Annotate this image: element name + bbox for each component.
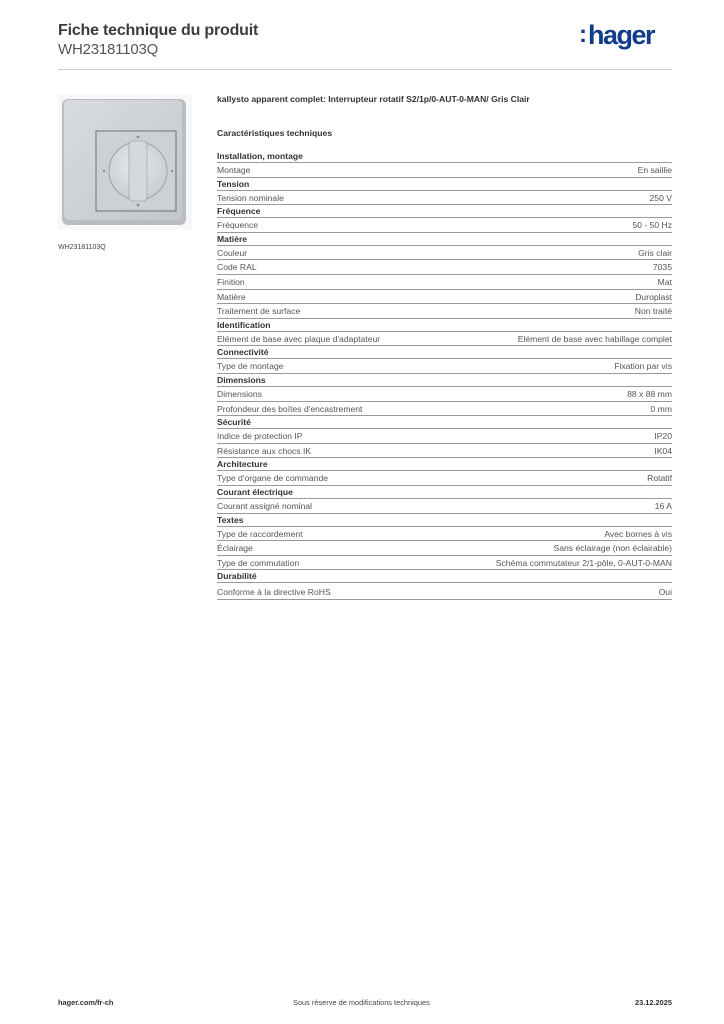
section-title: Sécurité: [217, 416, 672, 429]
spec-section: [217, 233, 672, 319]
spec-label: Profondeur des boîtes d'encastrement: [217, 403, 363, 414]
spec-row: [217, 585, 672, 600]
spec-value: Avec bornes à vis: [604, 528, 672, 539]
section-title: Architecture: [217, 458, 672, 471]
document-header: [58, 22, 672, 70]
footer-notice: Sous réserve de modifications techniques: [293, 998, 430, 1007]
spec-section: [217, 205, 672, 233]
spec-label: Indice de protection IP: [217, 431, 303, 442]
spec-row: [217, 402, 672, 417]
spec-row: [217, 471, 672, 486]
section-title: Installation, montage: [217, 150, 672, 163]
spec-label: Couleur: [217, 247, 248, 258]
spec-value: Schéma commutateur 2/1-pôle, 0-AUT-0-MAN: [495, 557, 672, 568]
document-title: Fiche technique du produit: [58, 22, 259, 39]
spec-label: Code RAL: [217, 262, 257, 273]
section-title: Dimensions: [217, 374, 672, 387]
spec-section: [217, 570, 672, 600]
spec-value: 88 x 88 mm: [627, 388, 672, 399]
spec-section: [217, 486, 672, 514]
spec-value: IP20: [654, 431, 672, 442]
spec-row: [217, 191, 672, 206]
spec-row: [217, 387, 672, 402]
spec-label: Fréquence: [217, 220, 259, 231]
spec-section: [217, 319, 672, 347]
spec-value: Duroplast: [635, 291, 672, 302]
spec-section: [217, 178, 672, 206]
spec-value: 50 - 50 Hz: [632, 220, 672, 231]
spec-row: [217, 499, 672, 514]
section-title: Textes: [217, 514, 672, 527]
spec-value: Fixation par vis: [614, 361, 672, 372]
spec-row: [217, 444, 672, 459]
spec-section: [217, 416, 672, 458]
spec-value: 0 mm: [650, 403, 672, 414]
product-title: kallysto apparent complet: Interrupteur rotatif S2/1p/0-AUT-0-MAN/ Gris Clair: [217, 94, 530, 104]
spec-section: [217, 374, 672, 416]
spec-label: Conforme à la directive RoHS: [217, 587, 331, 598]
spec-value: Non traité: [634, 306, 672, 317]
spec-section: [217, 458, 672, 486]
spec-label: Résistance aux chocs IK: [217, 445, 312, 456]
spec-label: Type d'organe de commande: [217, 473, 329, 484]
spec-row: [217, 290, 672, 305]
spec-row: [217, 304, 672, 319]
spec-row: [217, 527, 672, 542]
spec-sections: [217, 150, 672, 600]
spec-value: Rotatif: [647, 473, 672, 484]
spec-row: [217, 541, 672, 556]
logo-text: hager: [587, 20, 654, 50]
spec-value: Mat: [657, 276, 672, 287]
spec-value: Oui: [658, 587, 672, 598]
spec-label: Type de commutation: [217, 557, 300, 568]
spec-label: Courant assigné nominal: [217, 500, 313, 511]
product-reference: WH23181103Q: [58, 41, 159, 58]
spec-label: Tension nominale: [217, 192, 284, 203]
spec-label: Matière: [217, 291, 246, 302]
spec-label: Type de raccordement: [217, 528, 303, 539]
spec-row: [217, 246, 672, 261]
rotary-switch-illustration: [58, 94, 192, 230]
spec-row: [217, 332, 672, 347]
spec-row: [217, 359, 672, 374]
spec-row: [217, 275, 672, 290]
spec-section: [217, 514, 672, 571]
section-title: Durabilité: [217, 570, 672, 583]
section-title: Matière: [217, 233, 672, 246]
spec-label: Montage: [217, 165, 251, 175]
hager-logo: :hager: [578, 20, 654, 50]
spec-row: [217, 218, 672, 233]
section-title: Fréquence: [217, 205, 672, 218]
spec-row: [217, 260, 672, 275]
spec-section: [217, 346, 672, 374]
spec-label: Traitement de surface: [217, 306, 301, 317]
spec-value: Sans éclairage (non éclairable): [553, 543, 672, 554]
spec-label: Elément de base avec plaque d'adaptateur: [217, 333, 381, 344]
spec-value: En saillie: [637, 165, 672, 175]
spec-label: Type de montage: [217, 361, 284, 372]
spec-value: 250 V: [649, 192, 672, 203]
spec-value: 16 A: [654, 500, 672, 511]
characteristics-heading: Caractéristiques techniques: [217, 128, 333, 138]
section-title: Identification: [217, 319, 672, 332]
spec-row: [217, 556, 672, 571]
section-title: Connectivité: [217, 346, 672, 359]
spec-value: 7035: [652, 262, 672, 273]
spec-row: [217, 429, 672, 444]
spec-label: Dimensions: [217, 388, 262, 399]
spec-value: Gris clair: [638, 247, 672, 258]
spec-value: Elément de base avec habillage complet: [517, 333, 672, 344]
spec-label: Éclairage: [217, 543, 253, 554]
product-image: [58, 94, 192, 230]
section-title: Courant électrique: [217, 486, 672, 499]
footer-website: hager.com/fr-ch: [58, 998, 114, 1007]
spec-section: [217, 150, 672, 178]
product-details: [217, 94, 672, 600]
spec-label: Finition: [217, 276, 245, 287]
footer-date: 23.12.2025: [635, 998, 672, 1007]
section-title: Tension: [217, 178, 672, 191]
spec-row: [217, 163, 672, 178]
image-caption: WH23181103Q: [58, 244, 106, 251]
spec-value: IK04: [654, 445, 672, 456]
